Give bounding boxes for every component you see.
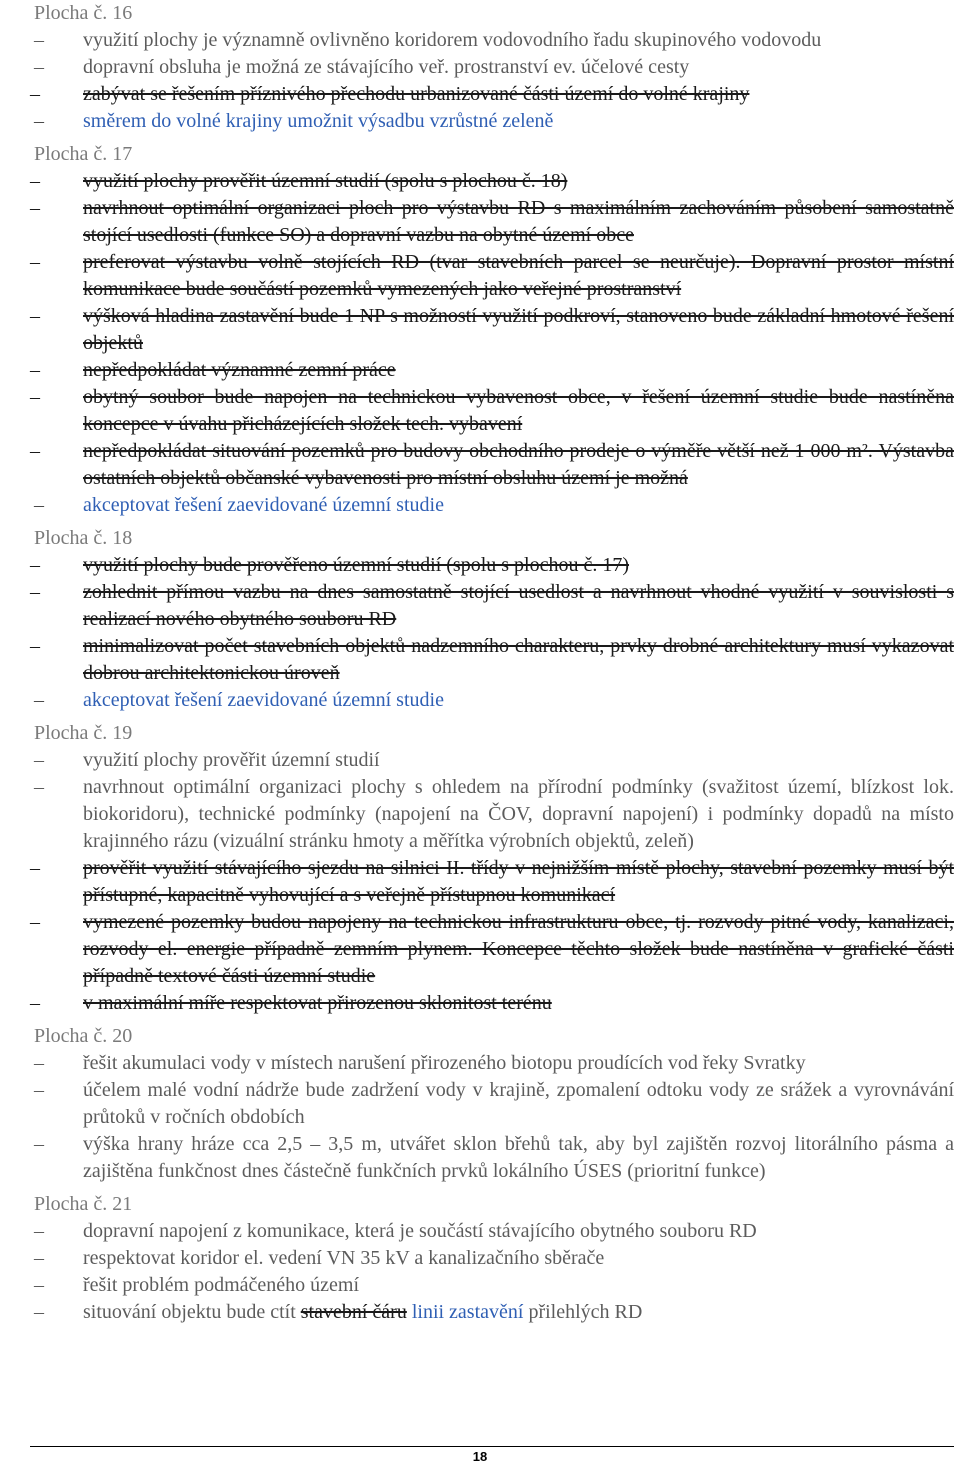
list-item xyxy=(0,81,960,108)
list-item-text: preferovat výstavbu volně stojících RD (tvar stavebních parcel se neurčuje). Dopravní prostor místní komunikace bude součástí pozemků vymezených jako veřejné prostranství xyxy=(83,251,954,300)
list-item xyxy=(0,249,960,303)
list-dash-icon: – xyxy=(30,170,40,192)
list-dash-icon: – xyxy=(30,197,40,219)
section-heading: Plocha č. 20 xyxy=(34,1025,133,1047)
list-dash-icon: – xyxy=(30,581,40,603)
list-item-part: linii zastavění xyxy=(411,1301,524,1323)
plocha-section xyxy=(0,141,960,519)
list-dash-icon: – xyxy=(30,554,40,576)
list-item-text: zabývat se řešením příznivého přechodu urbanizované části území do volné krajiny xyxy=(83,83,750,105)
list-item-text: dopravní napojení z komunikace, která je součástí stávajícího obytného souboru RD xyxy=(83,1220,757,1242)
list-item xyxy=(0,774,960,855)
list-item-text: zohlednit přímou vazbu na dnes samostatně stojící usedlost a navrhnout vhodné využití v souvislosti s realizací nového obytného souboru RD xyxy=(83,581,954,630)
footer-divider xyxy=(30,1446,954,1447)
list-dash-icon: – xyxy=(34,1274,44,1296)
plocha-section xyxy=(0,720,960,1017)
list-item-text: výška hrany hráze cca 2,5 – 3,5 m, utvářet sklon břehů tak, aby byl zajištěn rozvoj litorálního pásma a zajištěna funkčnost dnes částečně funkčních prvků lokálního ÚSES (prioritní funkce) xyxy=(83,1133,954,1182)
list-item-text: dopravní obsluha je možná ze stávajícího veř. prostranství ev. účelové cesty xyxy=(83,56,690,78)
list-dash-icon: – xyxy=(30,83,40,105)
list-dash-icon: – xyxy=(30,635,40,657)
section-gap xyxy=(0,1326,960,1332)
list-item-text: obytný soubor bude napojen na technickou vybavenost obce, v řešení územní studie bude nastíněna koncepce v úvahu přicházejících složek tech. vybavení xyxy=(83,386,954,435)
list-item-text: navrhnout optimální organizaci plochy s ohledem na přírodní podmínky (svažitost území, blízkost lok. biokoridoru), technické podmínky (napojení na ČOV, dopravní napojení) i podmínky dopadů na místo krajinného rázu (vizuální stránku hmoty a měřítka výrobních objektů, zeleň) xyxy=(83,776,954,852)
list-item xyxy=(0,492,960,519)
list-item-text: řešit akumulaci vody v místech narušení přirozeného biotopu proudících vod řeky Svratky xyxy=(83,1052,806,1074)
list-item-text: nepředpokládat situování pozemků pro budovy obchodního prodeje o výměře větší než 1 000 m². Výstavba ostatních objektů občanské vybavenosti pro místní obsluhu území je možná xyxy=(83,440,954,489)
list-item-part: stavební čáru xyxy=(300,1301,407,1323)
list-item xyxy=(0,1131,960,1185)
list-item-text: výšková hladina zastavění bude 1 NP s možností využití podkroví, stanoveno bude základní hmotové řešení objektů xyxy=(83,305,954,354)
list-dash-icon: – xyxy=(34,494,44,516)
list-item-text: vymezené pozemky budou napojeny na technickou infrastrukturu obce, tj. rozvody pitné vody, kanalizaci, rozvody el. energie případně zemním plynem. Koncepce těchto složek bude nastíněna v grafické části případně textové části územní studie xyxy=(83,911,954,987)
list-item xyxy=(0,855,960,909)
page-number: 18 xyxy=(472,1449,488,1464)
list-item-text: směrem do volné krajiny umožnit výsadbu vzrůstné zeleně xyxy=(83,110,554,132)
list-item-text: respektovat koridor el. vedení VN 35 kV a kanalizačního sběrače xyxy=(83,1247,605,1269)
list-dash-icon: – xyxy=(34,689,44,711)
list-item-text: v maximální míře respektovat přirozenou sklonitost terénu xyxy=(83,992,552,1014)
list-item xyxy=(0,579,960,633)
list-item xyxy=(0,1245,960,1272)
section-heading: Plocha č. 17 xyxy=(34,143,133,165)
list-dash-icon: – xyxy=(30,251,40,273)
list-item xyxy=(0,384,960,438)
section-heading: Plocha č. 19 xyxy=(34,722,133,744)
list-dash-icon: – xyxy=(30,305,40,327)
list-item xyxy=(0,108,960,135)
list-item-text: akceptovat řešení zaevidované územní studie xyxy=(83,494,444,516)
list-item-text: využití plochy prověřit územní studií (spolu s plochou č. 18) xyxy=(83,170,568,192)
list-item xyxy=(0,438,960,492)
list-dash-icon: – xyxy=(30,440,40,462)
list-item xyxy=(0,1077,960,1131)
plocha-section xyxy=(0,1023,960,1185)
list-item-part: situování objektu bude ctít xyxy=(83,1301,301,1323)
list-dash-icon: – xyxy=(34,56,44,78)
list-item xyxy=(0,909,960,990)
list-dash-icon: – xyxy=(34,1220,44,1242)
list-dash-icon: – xyxy=(34,1247,44,1269)
section-heading: Plocha č. 16 xyxy=(34,2,133,24)
plocha-section xyxy=(0,525,960,714)
list-item xyxy=(0,552,960,579)
list-dash-icon: – xyxy=(34,110,44,132)
list-item xyxy=(0,633,960,687)
list-dash-icon: – xyxy=(34,1079,44,1101)
list-item-part: přilehlých RD xyxy=(523,1301,643,1323)
list-item xyxy=(0,27,960,54)
list-dash-icon: – xyxy=(34,1133,44,1155)
list-item-text: řešit problém podmáčeného území xyxy=(83,1274,360,1296)
plocha-section xyxy=(0,1191,960,1326)
section-heading: Plocha č. 18 xyxy=(34,527,133,549)
list-item xyxy=(0,1218,960,1245)
list-item-text: využití plochy prověřit územní studií xyxy=(83,749,380,771)
list-item xyxy=(0,747,960,774)
list-dash-icon: – xyxy=(34,749,44,771)
list-item xyxy=(0,1050,960,1077)
list-dash-icon: – xyxy=(30,359,40,381)
list-item xyxy=(0,1272,960,1299)
list-dash-icon: – xyxy=(30,992,40,1014)
list-dash-icon: – xyxy=(34,776,44,798)
list-item xyxy=(0,687,960,714)
list-item xyxy=(0,990,960,1017)
list-dash-icon: – xyxy=(34,1052,44,1074)
list-item xyxy=(0,168,960,195)
list-item xyxy=(0,357,960,384)
list-item-text: využití plochy je významně ovlivněno koridorem vodovodního řadu skupinového vodovodu xyxy=(83,29,822,51)
list-item xyxy=(0,303,960,357)
list-dash-icon: – xyxy=(34,1301,44,1323)
list-item xyxy=(0,1299,960,1326)
list-item-text: akceptovat řešení zaevidované územní studie xyxy=(83,689,444,711)
list-item-text: prověřit využití stávajícího sjezdu na silnici II. třídy v nejnižším místě plochy, stavební pozemky musí být přístupné, kapacitně vyhovující a s veřejně přístupnou komunikací xyxy=(83,857,954,906)
list-item-text: účelem malé vodní nádrže bude zadržení vody v krajině, zpomalení odtoku vody ze srážek a vyrovnávání průtoků v ročních obdobích xyxy=(83,1079,954,1128)
list-item-text: využití plochy bude prověřeno územní studií (spolu s plochou č. 17) xyxy=(83,554,630,576)
plocha-section xyxy=(0,0,960,135)
list-item xyxy=(0,54,960,81)
list-dash-icon: – xyxy=(30,911,40,933)
section-heading: Plocha č. 21 xyxy=(34,1193,133,1215)
list-item xyxy=(0,195,960,249)
list-dash-icon: – xyxy=(30,386,40,408)
list-dash-icon: – xyxy=(34,29,44,51)
list-item-text: nepředpokládat významné zemní práce xyxy=(83,359,396,381)
list-dash-icon: – xyxy=(30,857,40,879)
list-item-text: navrhnout optimální organizaci ploch pro výstavbu RD s maximálním zachováním působení samostatně stojící usedlosti (funkce SO) a dopravní vazbu na obytné území obce xyxy=(83,197,954,246)
list-item-text: minimalizovat počet stavebních objektů nadzemního charakteru, prvky drobné architektury musí vykazovat dobrou architektonickou úroveň xyxy=(83,635,954,684)
